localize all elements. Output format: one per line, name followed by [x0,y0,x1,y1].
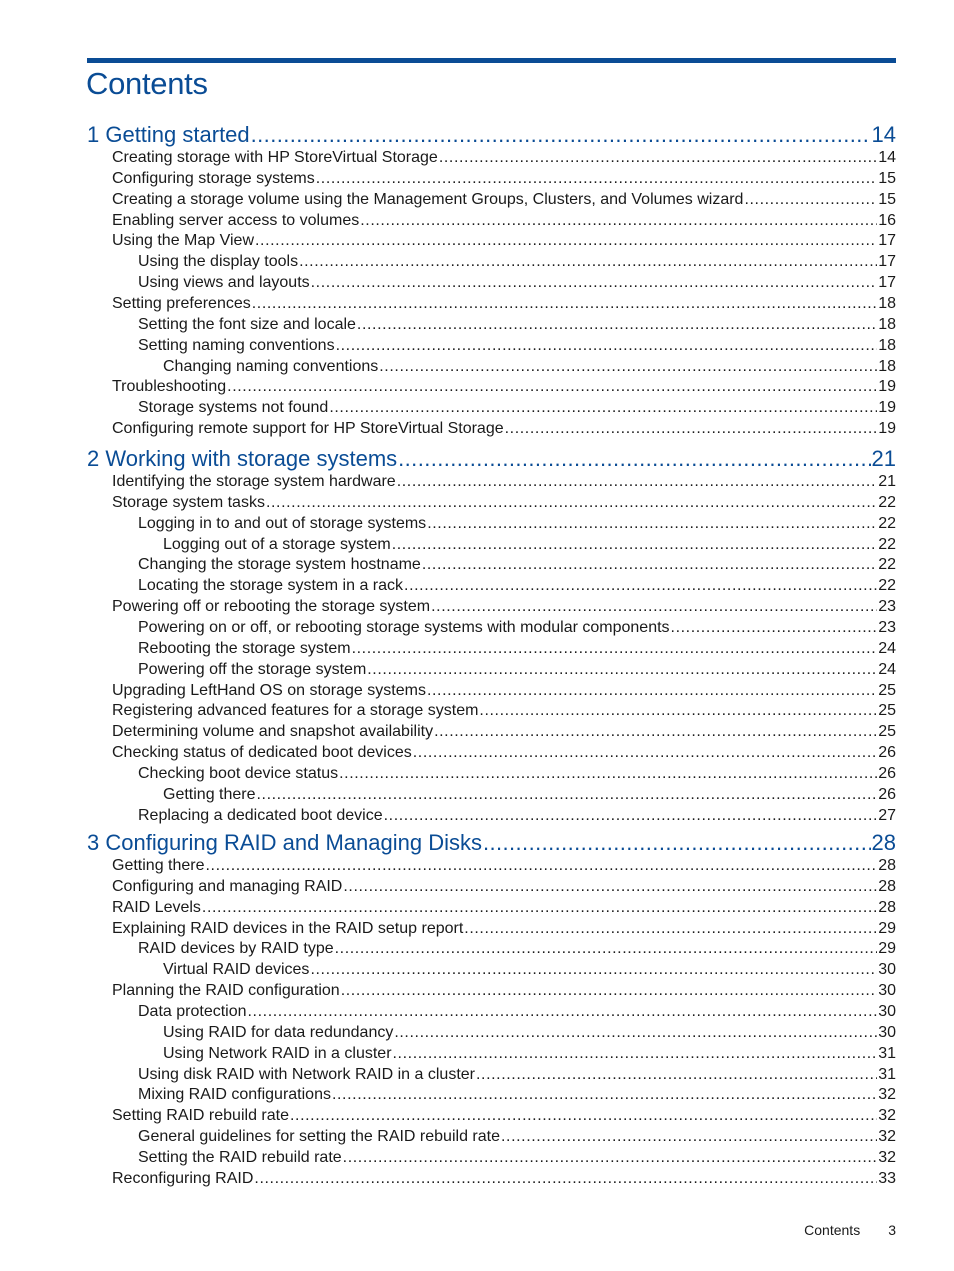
toc-page-number: 22 [878,577,896,595]
toc-entry-title: Mixing RAID configurations [138,1086,331,1104]
toc-entry[interactable] [138,576,896,596]
toc-page-number: 22 [878,556,896,574]
toc-entry[interactable] [138,1065,896,1085]
toc-entry[interactable] [138,273,896,293]
toc-entry-title: Using views and layouts [138,274,310,292]
toc-dot-leader [367,660,877,680]
toc-entry-title: Configuring storage systems [112,169,315,187]
toc-page-number: 26 [878,785,896,803]
toc-page-number: 28 [878,857,896,874]
toc-entry-title: Locating the storage system in a rack [138,577,404,595]
toc-entry-title: Configuring and managing RAID [112,877,343,895]
toc-page-number: 31 [878,1044,896,1062]
toc-entry-title: Determining volume and snapshot availability [112,723,434,741]
toc-entry-title: Enabling server access to volumes [112,211,360,229]
toc-entry[interactable] [112,377,896,397]
toc-entry-title: Powering off the storage system [138,660,367,678]
toc-entry[interactable] [112,722,896,742]
toc-entry-title: General guidelines for setting the RAID rebuild rate [138,1128,500,1146]
toc-entry[interactable] [112,1169,896,1189]
toc-entry[interactable] [112,419,896,439]
toc-entry-title: Changing naming conventions [163,357,379,375]
toc-dot-leader [343,1148,878,1168]
toc-dot-leader [343,877,877,897]
toc-dot-leader [254,1169,877,1189]
toc-entry-title: Setting the font size and locale [138,315,356,333]
toc-page-number: 32 [878,1128,896,1146]
toc-entry-title: Powering off or rebooting the storage system [112,598,431,616]
toc-entry[interactable] [138,252,896,272]
toc-entry-title: Replacing a dedicated boot device [138,806,383,824]
toc-dot-leader [202,898,877,918]
toc-entry[interactable] [112,211,896,231]
toc-entry-title: Logging out of a storage system [163,535,391,553]
toc-page-number: 19 [878,420,896,438]
toc-dot-leader [422,555,877,575]
toc-entry-title: Checking boot device status [138,764,339,782]
toc-page-number: 32 [878,1107,896,1125]
toc-entry[interactable] [163,535,896,555]
toc-page-number: 25 [878,681,896,699]
toc-page-number: 22 [878,493,896,511]
toc-entry[interactable] [138,1127,896,1147]
toc-entry-title: Troubleshooting [112,378,227,396]
toc-entry[interactable] [138,315,896,335]
toc-page-number: 22 [878,514,896,532]
toc-page-number: 15 [878,169,896,187]
toc-dot-leader [483,830,871,856]
toc-chapter[interactable] [87,446,896,472]
toc-dot-leader [393,1044,878,1064]
toc-entry[interactable] [138,639,896,659]
toc-entry[interactable] [112,294,896,314]
toc-entry[interactable] [138,555,896,575]
toc-dot-leader [251,122,871,148]
toc-entry-title: Reconfiguring RAID [112,1169,254,1187]
toc-dot-leader [501,1127,877,1147]
toc-entry-title: 3 Configuring RAID and Managing Disks [87,830,482,855]
toc-entry-title: RAID devices by RAID type [138,940,334,958]
toc-page-number: 17 [878,274,896,292]
toc-entry[interactable] [163,1044,896,1064]
toc-dot-leader [357,315,877,335]
toc-dot-leader [505,419,878,439]
toc-entry-title: Data protection [138,1002,247,1020]
toc-entry[interactable] [112,472,896,492]
toc-dot-leader [255,231,877,251]
toc-dot-leader [206,856,878,876]
toc-dot-leader [352,639,878,659]
toc-entry-title: Setting RAID rebuild rate [112,1107,289,1125]
toc-dot-leader [290,1106,877,1126]
toc-dot-leader [404,576,877,596]
toc-entry[interactable] [138,618,896,638]
toc-entry-title: Changing the storage system hostname [138,556,421,574]
toc-dot-leader [394,1023,877,1043]
toc-page-number: 28 [871,830,896,855]
toc-dot-leader [329,398,877,418]
toc-page-number: 21 [871,446,896,471]
toc-dot-leader [332,1085,877,1105]
toc-page-number: 27 [878,806,896,824]
toc-entry-title: Setting the RAID rebuild rate [138,1148,342,1166]
toc-page-number: 17 [878,232,896,250]
toc-entry-title: Identifying the storage system hardware [112,473,396,490]
toc-page-number: 18 [878,294,896,312]
toc-entry-title: Upgrading LeftHand OS on storage systems [112,681,426,699]
toc-dot-leader [398,446,870,472]
toc-entry[interactable] [163,357,896,377]
toc-page-number: 25 [878,723,896,741]
toc-page-number: 28 [878,898,896,916]
toc-page-number: 21 [878,473,896,490]
toc-entry-title: Storage systems not found [138,399,329,417]
toc-dot-leader [341,981,878,1001]
toc-entry-title: RAID Levels [112,898,201,916]
toc-page-number: 24 [878,660,896,678]
toc-dot-leader [227,377,877,397]
toc-page-number: 33 [878,1169,896,1187]
toc-entry[interactable] [138,1148,896,1168]
toc-page-number: 32 [878,1148,896,1166]
toc-dot-leader [248,1002,878,1022]
toc-entry-title: Creating a storage volume using the Management Groups, Clusters, and Volumes wizard [112,190,744,208]
toc-entry[interactable] [112,231,896,251]
toc-dot-leader [744,190,877,210]
toc-entry-title: Using the Map View [112,232,254,250]
toc-page-number: 28 [878,877,896,895]
toc-entry[interactable] [163,960,896,980]
toc-page-number: 18 [878,315,896,333]
toc-entry-title: Using Network RAID in a cluster [163,1044,392,1062]
toc-entry[interactable] [112,169,896,189]
toc-dot-leader [427,514,877,534]
toc-dot-leader [671,618,878,638]
toc-entry-title: Using the display tools [138,253,299,271]
toc-entry[interactable] [138,939,896,959]
toc-entry[interactable] [138,806,896,826]
toc-entry[interactable] [112,1106,896,1126]
toc-entry[interactable] [112,877,896,897]
toc-entry-title: Rebooting the storage system [138,639,351,657]
toc-entry-title: Creating storage with HP StoreVirtual Storage [112,149,438,166]
header-rule [87,58,896,63]
toc-dot-leader [336,336,878,356]
toc-entry-title: Using disk RAID with Network RAID in a cluster [138,1065,475,1083]
toc-page-number: 24 [878,639,896,657]
toc-page-number: 23 [878,598,896,616]
toc-entry-title: Planning the RAID configuration [112,982,340,1000]
toc-page-number: 29 [878,940,896,958]
toc-entry[interactable] [163,785,896,805]
page-title: Contents [86,66,208,101]
toc-entry[interactable] [138,514,896,534]
toc-page-number: 19 [878,399,896,417]
toc-dot-leader [299,252,877,272]
toc-dot-leader [310,960,877,980]
toc-page-number: 26 [878,744,896,762]
toc-entry-title: 2 Working with storage systems [87,446,398,471]
toc-dot-leader [392,535,878,555]
toc-page-number: 25 [878,702,896,720]
toc-entry[interactable] [138,660,896,680]
footer-section: Contents [804,1222,861,1238]
toc-chapter[interactable] [87,122,896,148]
toc-dot-leader [384,806,878,826]
toc-page-number: 15 [878,190,896,208]
toc-dot-leader [434,722,877,742]
toc-page-number: 30 [878,1023,896,1041]
toc-entry[interactable] [112,597,896,617]
toc-page-number: 30 [878,961,896,979]
toc-chapter[interactable] [87,830,896,856]
toc-dot-leader [335,939,878,959]
toc-entry-title: Virtual RAID devices [163,961,310,979]
footer-page-number: 3 [888,1222,896,1238]
toc-page-number: 17 [878,253,896,271]
toc-entry[interactable] [112,919,896,939]
toc-page-number: 18 [878,336,896,354]
toc-dot-leader [479,701,877,721]
toc-entry-title: Explaining RAID devices in the RAID setup report [112,919,464,937]
toc-entry-title: Powering on or off, or rebooting storage systems with modular components [138,618,670,636]
toc-dot-leader [439,148,877,168]
toc-dot-leader [397,472,878,492]
toc-page-number: 23 [878,618,896,636]
toc-entry[interactable] [112,856,896,876]
toc-entry-title: Storage system tasks [112,493,265,511]
toc-dot-leader [431,597,877,617]
toc-dot-leader [379,357,877,377]
toc-entry-title: Getting there [163,785,256,803]
toc-dot-leader [413,743,877,763]
toc-dot-leader [252,294,877,314]
toc-entry[interactable] [163,1023,896,1043]
toc-entry-title: 1 Getting started [87,122,250,147]
toc-dot-leader [476,1065,877,1085]
toc-page-number: 32 [878,1086,896,1104]
toc-dot-leader [311,273,878,293]
toc-entry[interactable] [112,681,896,701]
toc-page-number: 22 [878,535,896,553]
toc-page-number: 14 [878,149,896,166]
toc-dot-leader [360,211,877,231]
toc-page-number: 18 [878,357,896,375]
toc-page-number: 16 [878,211,896,229]
toc-entry-title: Setting naming conventions [138,336,335,354]
toc-entry[interactable] [138,764,896,784]
toc-dot-leader [339,764,877,784]
toc-entry[interactable] [112,743,896,763]
page-footer [804,1222,896,1238]
toc-entry[interactable] [138,336,896,356]
toc-entry-title: Configuring remote support for HP StoreVirtual Storage [112,420,504,438]
toc-dot-leader [257,785,878,805]
toc-entry-title: Registering advanced features for a storage system [112,702,479,720]
toc-entry[interactable] [112,148,896,168]
toc-entry[interactable] [112,190,896,210]
toc-page-number: 30 [878,1002,896,1020]
toc-page-number: 14 [871,122,896,147]
toc-entry[interactable] [112,981,896,1001]
toc-page-number: 26 [878,764,896,782]
toc-dot-leader [266,493,877,513]
toc-entry-title: Using RAID for data redundancy [163,1023,394,1041]
toc-entry-title: Checking status of dedicated boot devices [112,744,412,762]
toc-entry[interactable] [138,398,896,418]
toc-entry[interactable] [138,1002,896,1022]
toc-entry[interactable] [112,493,896,513]
toc-entry-title: Getting there [112,857,205,874]
toc-page-number: 30 [878,982,896,1000]
toc-entry-title: Setting preferences [112,294,251,312]
toc-entry[interactable] [138,1085,896,1105]
toc-entry-title: Logging in to and out of storage systems [138,514,427,532]
toc-entry[interactable] [112,898,896,918]
toc-dot-leader [316,169,877,189]
toc-page-number: 31 [878,1065,896,1083]
toc-dot-leader [464,919,877,939]
toc-entry[interactable] [112,701,896,721]
toc-dot-leader [427,681,877,701]
toc-page-number: 19 [878,378,896,396]
toc-page-number: 29 [878,919,896,937]
